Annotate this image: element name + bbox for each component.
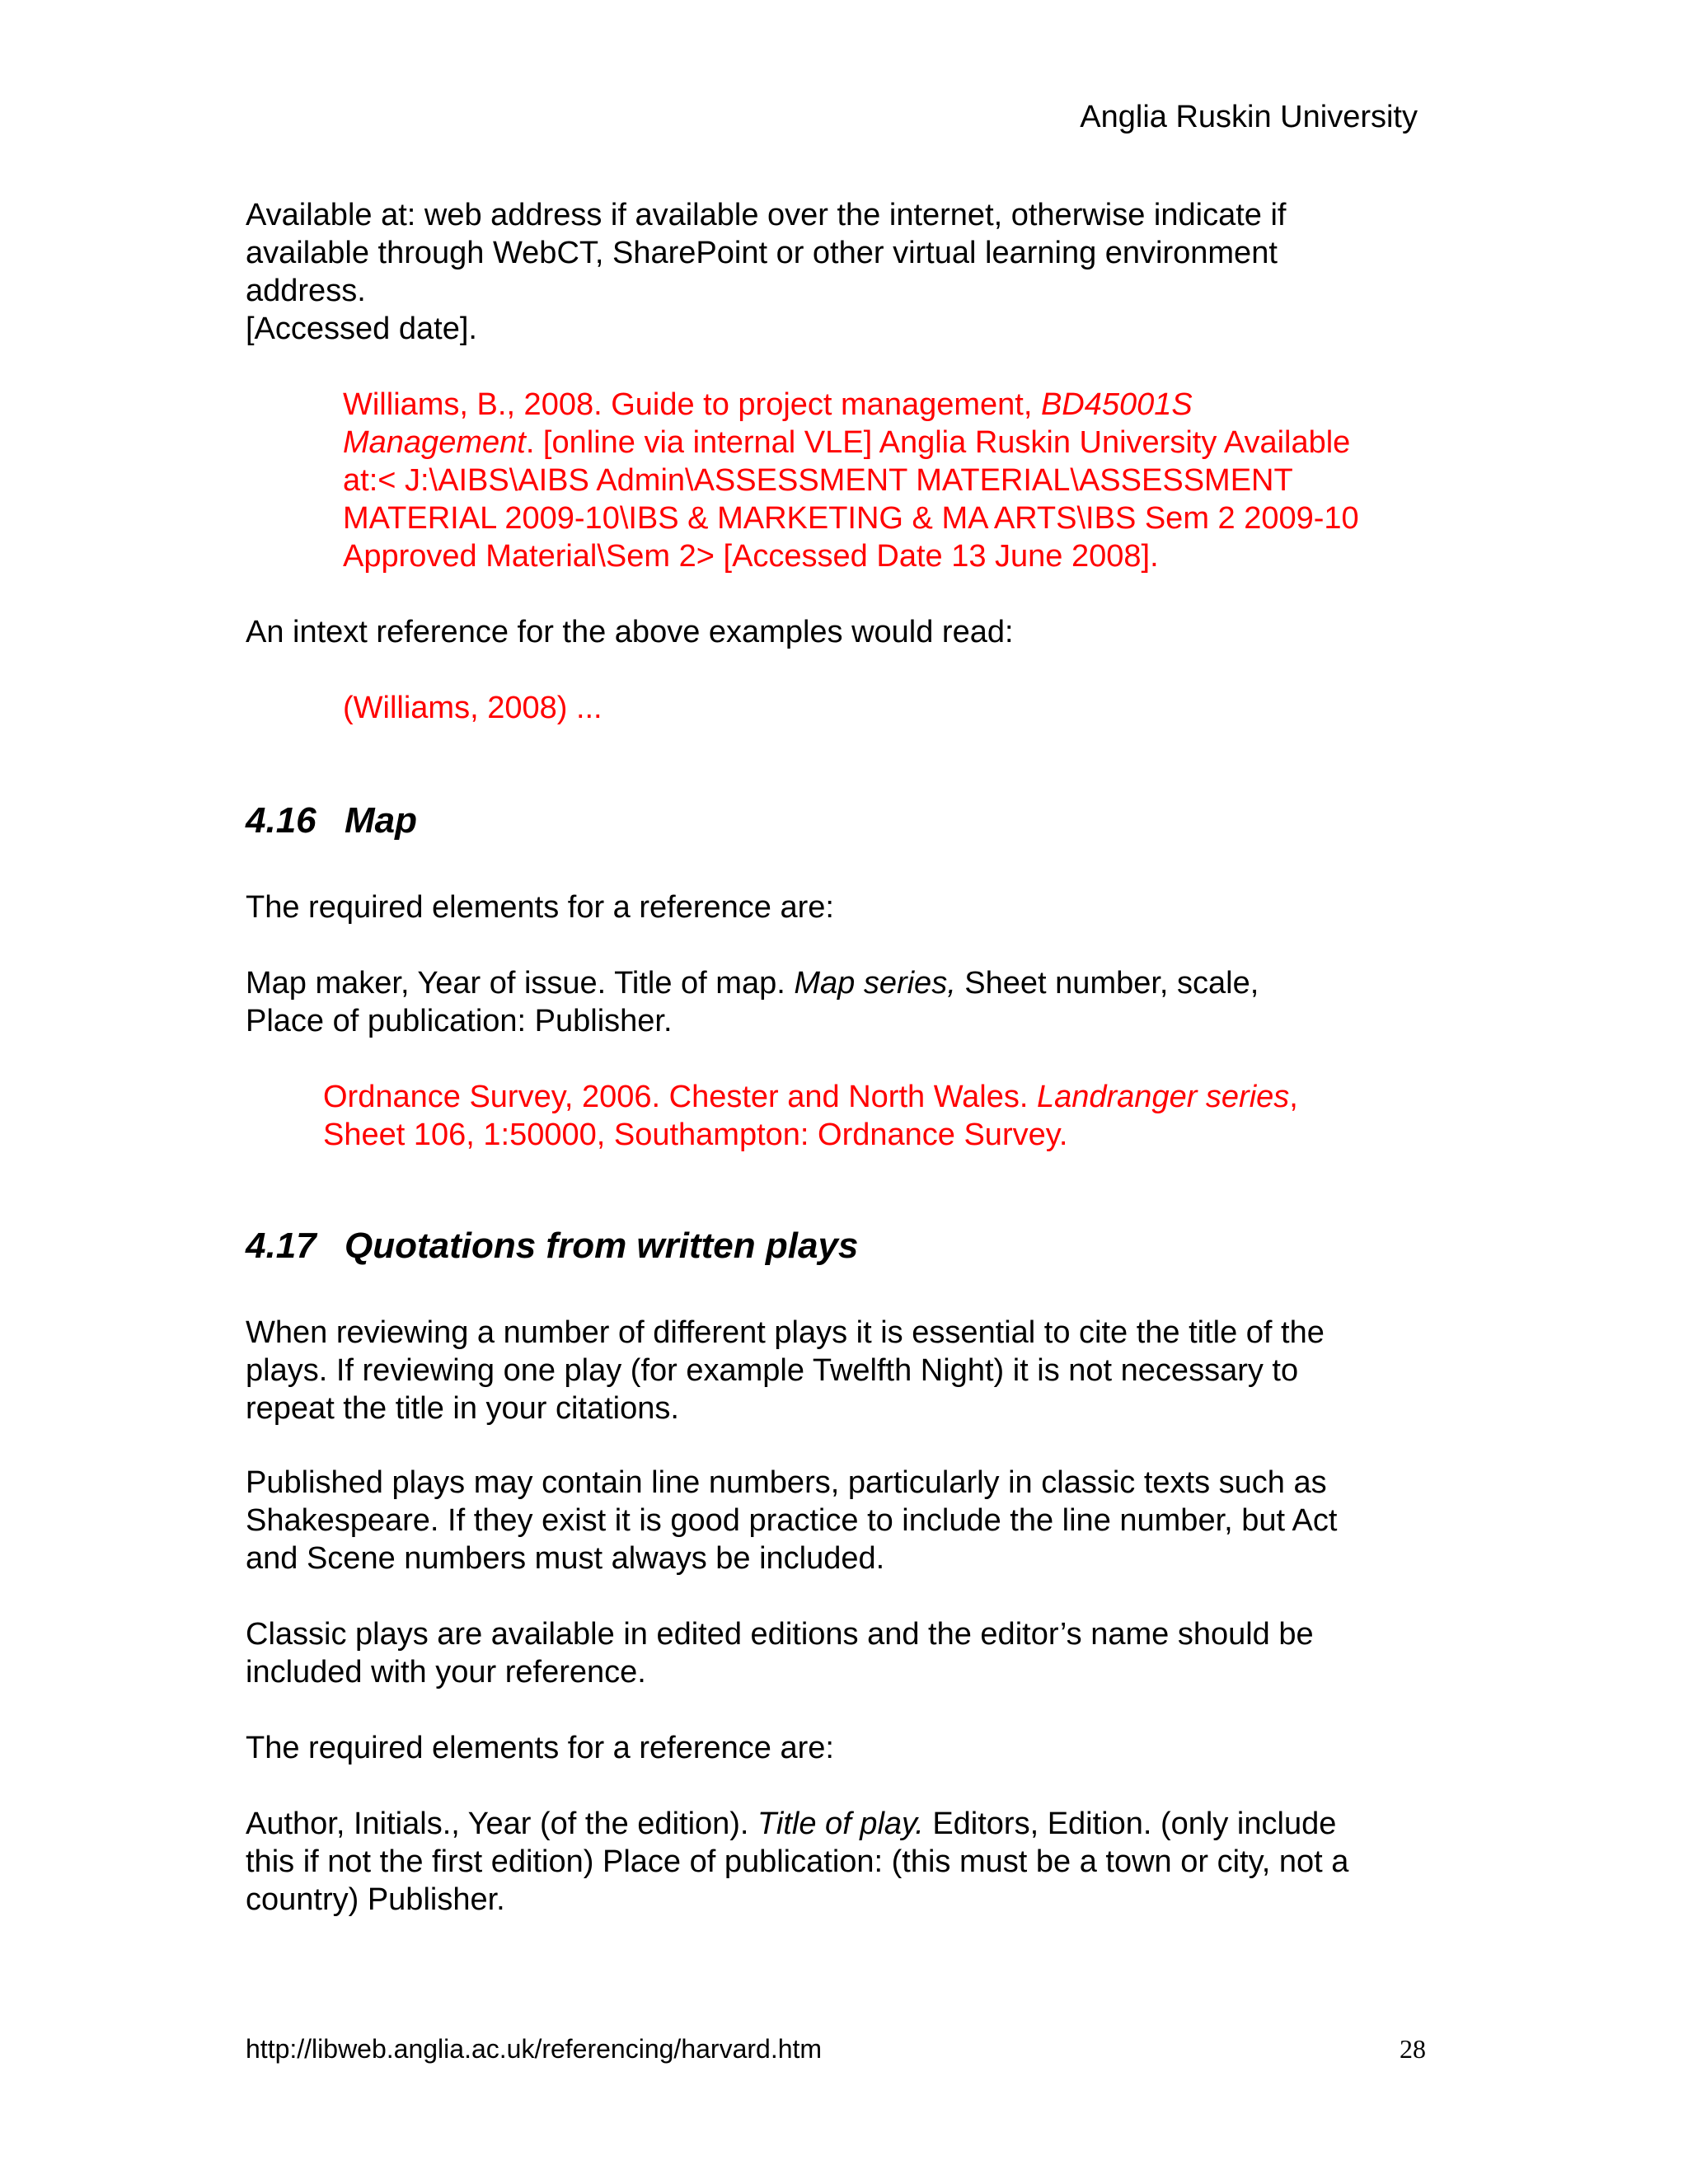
section-heading-plays <box>246 1223 858 1269</box>
text-line: When reviewing a number of different plays it is essential to cite the title of the <box>246 1315 1325 1350</box>
text-line: at:< J:\AIBS\AIBS Admin\ASSESSMENT MATERIAL\ASSESSMENT <box>343 463 1293 498</box>
plays-paragraph-2 <box>246 1464 1432 1577</box>
text-line: Approved Material\Sem 2> [Accessed Date 13 June 2008]. <box>343 539 1159 574</box>
format-text: Sheet number, scale, <box>955 966 1259 1001</box>
plays-required-text: The required elements for a reference are: <box>246 1731 834 1765</box>
text-line: plays. If reviewing one play (for example Twelfth Night) it is not necessary to <box>246 1353 1299 1388</box>
format-text: Map maker, Year of issue. Title of map. <box>246 966 795 1001</box>
ref-italic-text: Management <box>343 425 526 460</box>
format-italic-text: Title of play. <box>757 1807 924 1841</box>
ref-text: Williams, B., 2008. Guide to project management, <box>343 387 1041 422</box>
page-header: Anglia Ruskin University <box>1080 100 1418 134</box>
ref-italic-text: Landranger series <box>1036 1080 1290 1114</box>
ref-text: , <box>1289 1080 1298 1114</box>
text-line: available through WebCT, SharePoint or other virtual learning environment <box>246 236 1278 270</box>
section-title: Quotations from written plays <box>345 1226 859 1266</box>
format-italic-text: Map series, <box>794 966 956 1001</box>
intext-intro: An intext reference for the above examples would read: <box>246 615 1014 649</box>
text-line <box>246 964 1432 1002</box>
plays-format-paragraph <box>246 1805 1432 1919</box>
text-line: Place of publication: Publisher. <box>246 1004 673 1038</box>
text-line <box>343 386 1563 424</box>
text-line: address. <box>246 274 366 308</box>
available-at-paragraph <box>246 196 1432 348</box>
ref-italic-text: BD45001S <box>1040 387 1193 422</box>
text-line: Sheet 106, 1:50000, Southampton: Ordnance Survey. <box>323 1118 1068 1152</box>
section-heading-map <box>246 798 417 844</box>
section-number: 4.16 <box>246 800 316 841</box>
text-line: Shakespeare. If they exist it is good practice to include the line number, but Act <box>246 1503 1338 1538</box>
ref-text: . [online via internal VLE] Anglia Ruskin University Available <box>525 425 1351 460</box>
text-line <box>246 1805 1432 1843</box>
page-number: 28 <box>1400 2034 1426 2064</box>
example-reference-williams <box>343 386 1563 575</box>
format-text: Editors, Edition. (only include <box>923 1807 1337 1841</box>
map-format-paragraph <box>246 964 1432 1040</box>
text-line <box>323 1078 1543 1116</box>
text-line: country) Publisher. <box>246 1882 505 1917</box>
section-title: Map <box>345 800 417 841</box>
example-reference-map <box>323 1078 1543 1154</box>
text-line <box>343 424 1563 462</box>
text-line: and Scene numbers must always be included. <box>246 1541 885 1576</box>
plays-paragraph-3 <box>246 1615 1432 1691</box>
accessed-date-text: [Accessed date]. <box>246 312 477 346</box>
section-number: 4.17 <box>246 1226 316 1266</box>
text-line: MATERIAL 2009-10\IBS & MARKETING & MA ARTS\IBS Sem 2 2009-10 <box>343 501 1359 536</box>
map-required-text: The required elements for a reference are: <box>246 890 834 925</box>
footer-url: http://libweb.anglia.ac.uk/referencing/harvard.htm <box>246 2034 823 2064</box>
text-line: Published plays may contain line numbers, particularly in classic texts such as <box>246 1465 1327 1500</box>
text-line: Available at: web address if available over the internet, otherwise indicate if <box>246 198 1287 232</box>
format-text: Author, Initials., Year (of the edition). <box>246 1807 758 1841</box>
text-line: included with your reference. <box>246 1655 646 1690</box>
plays-paragraph-1 <box>246 1314 1432 1427</box>
text-line: Classic plays are available in edited editions and the editor’s name should be <box>246 1617 1314 1652</box>
intext-example: (Williams, 2008) ... <box>343 691 603 725</box>
ref-text: Ordnance Survey, 2006. Chester and North Wales. <box>323 1080 1037 1114</box>
text-line: repeat the title in your citations. <box>246 1391 679 1426</box>
text-line: this if not the first edition) Place of publication: (this must be a town or city, not a <box>246 1844 1349 1879</box>
